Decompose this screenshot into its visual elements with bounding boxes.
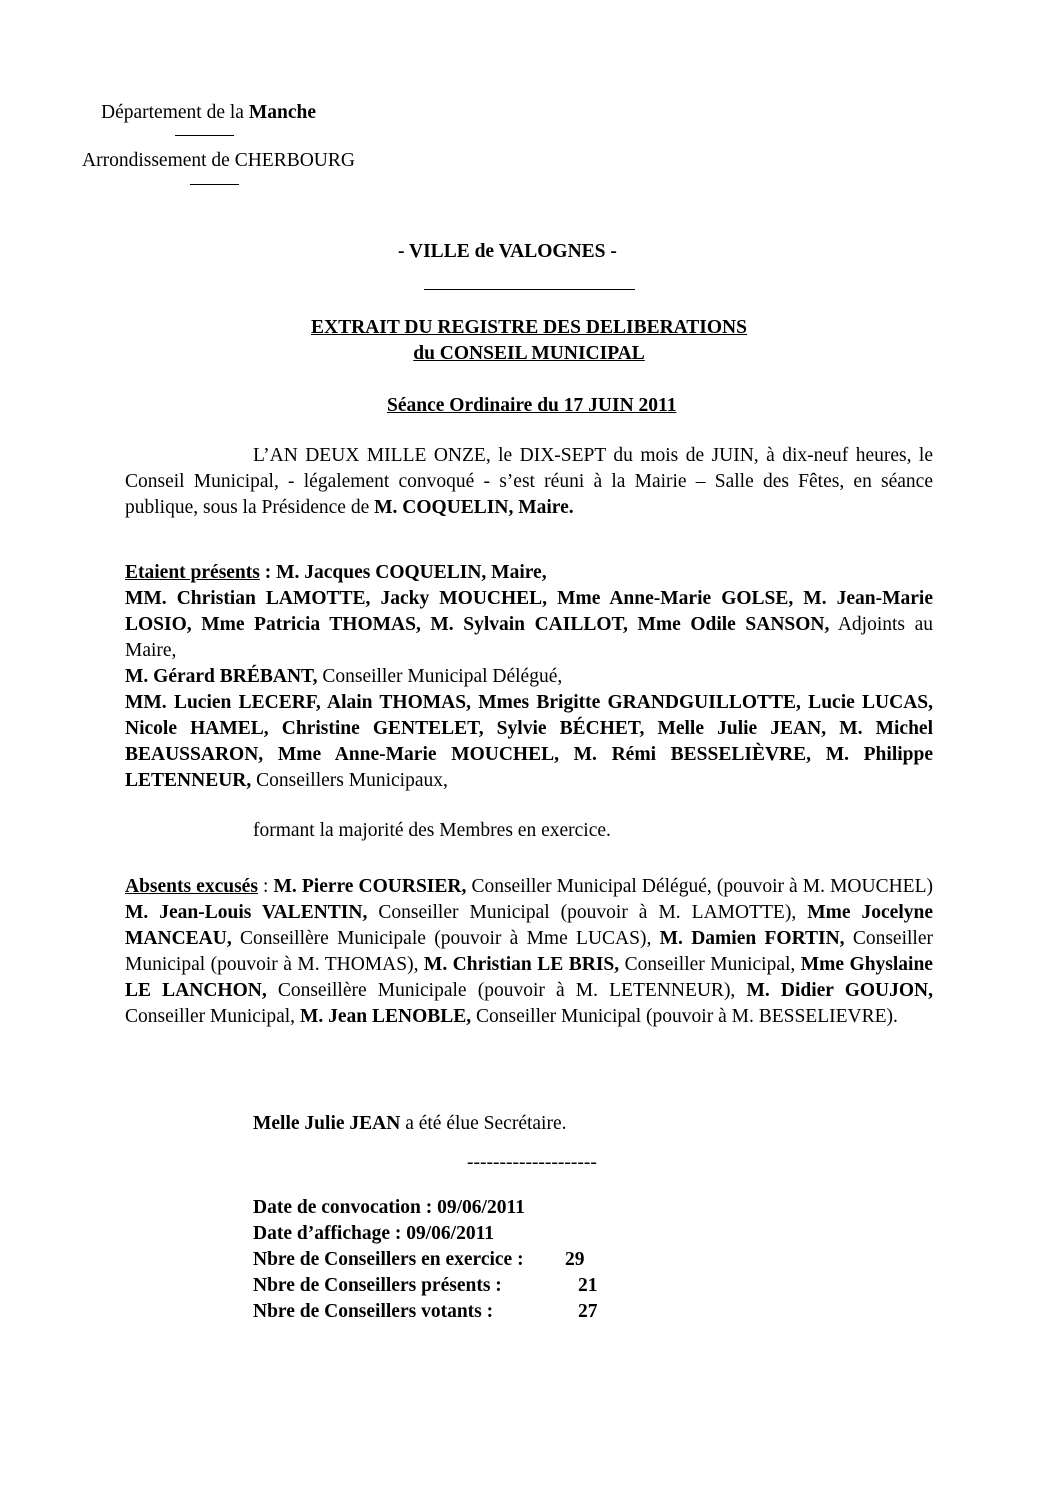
absent-name: M. Didier GOUJON, <box>746 980 934 1001</box>
absent-name: Mme Ghyslaine LE LANCHON, <box>125 954 933 1001</box>
absent-detail: Conseiller Municipal Délégué, (pouvoir à M. MOUCHEL) <box>466 876 933 897</box>
town-title: - VILLE de VALOGNES - <box>398 241 617 262</box>
stat-row-exercice <box>253 1247 585 1273</box>
absent-name: Mme Jocelyne MANCEAU, <box>125 902 933 949</box>
absent-detail: Conseiller Municipal, <box>125 1006 300 1027</box>
secretary-name: Melle Julie JEAN <box>253 1113 401 1134</box>
session-title: Séance Ordinaire du 17 JUIN 2011 <box>387 395 677 416</box>
stat-label: Nbre de Conseillers en exercice : <box>253 1249 524 1270</box>
presents-mayor: : M. Jacques COQUELIN, Maire, <box>259 562 547 583</box>
majority-line: formant la majorité des Membres en exercice. <box>253 820 611 841</box>
presents-line-mayor <box>125 560 933 586</box>
department-prefix: Département de la <box>101 102 249 123</box>
absent-detail: Conseillère Municipale (pouvoir à Mme LUCAS), <box>231 928 660 949</box>
presents-adjoints <box>125 586 933 664</box>
stat-label: Nbre de Conseillers présents : <box>253 1275 502 1296</box>
adjoints-names: MM. Christian LAMOTTE, Jacky MOUCHEL, Mme Anne-Marie GOLSE, M. Jean-Marie LOSIO, Mme Patricia THOMAS, M. Sylvain CAILLOT, Mme Odile SANSON, <box>125 588 933 635</box>
conseillers-role: Conseillers Municipaux, <box>251 770 448 791</box>
register-title-line2: du CONSEIL MUNICIPAL <box>413 343 645 364</box>
absent-name: M. Pierre COURSIER, <box>273 876 467 897</box>
header-rule-1 <box>175 135 234 136</box>
absents-paragraph <box>125 874 933 1030</box>
presents-label: Etaient présents <box>125 562 260 583</box>
stat-row-presents <box>253 1273 598 1299</box>
intro-text: L’AN DEUX MILLE ONZE, le DIX-SEPT du mois de JUIN, à dix-neuf heures, le Conseil Municipal, - légalement convoqué - s’est réuni à la Mairie – Salle des Fêtes, en séance publique, sous la Présidence de <box>125 445 933 518</box>
presents-delegue <box>125 664 933 690</box>
delegue-name: M. Gérard BRÉBANT, <box>125 666 318 687</box>
stat-row-votants <box>253 1299 598 1325</box>
header-rule-2 <box>190 184 239 185</box>
absent-detail: Conseiller Municipal, <box>619 954 801 975</box>
secretary-text: a été élue Secrétaire. <box>400 1113 567 1134</box>
absent-name: M. Jean-Louis VALENTIN, <box>125 902 368 923</box>
absent-detail: Conseiller Municipal (pouvoir à M. THOMAS), <box>125 928 933 975</box>
convocation-date: Date de convocation : 09/06/2011 <box>253 1197 525 1218</box>
stat-label: Nbre de Conseillers votants : <box>253 1301 494 1322</box>
register-title-line1: EXTRAIT DU REGISTRE DES DELIBERATIONS <box>311 317 747 338</box>
absents-colon: : <box>257 876 274 897</box>
delegue-role: Conseiller Municipal Délégué, <box>317 666 563 687</box>
intro-paragraph <box>125 443 933 521</box>
absent-detail: Conseillère Municipale (pouvoir à M. LETENNEUR), <box>266 980 747 1001</box>
absent-name: M. Christian LE BRIS, <box>423 954 620 975</box>
intro-president: M. COQUELIN, Maire. <box>374 497 574 518</box>
adjoints-role: Adjoints au Maire, <box>125 614 933 661</box>
department-line <box>101 100 316 126</box>
separator: -------------------- <box>467 1152 597 1173</box>
arrondissement-line: Arrondissement de CHERBOURG <box>82 150 355 171</box>
secretary-line <box>253 1111 567 1137</box>
absents-label: Absents excusés <box>125 876 258 897</box>
absent-detail: Conseiller Municipal (pouvoir à M. LAMOTTE), <box>367 902 808 923</box>
stat-value: 21 <box>578 1275 598 1296</box>
absent-detail: Conseiller Municipal (pouvoir à M. BESSELIEVRE). <box>471 1006 898 1027</box>
affichage-date: Date d’affichage : 09/06/2011 <box>253 1223 495 1244</box>
stat-value: 27 <box>578 1301 598 1322</box>
conseillers-names: MM. Lucien LECERF, Alain THOMAS, Mmes Brigitte GRANDGUILLOTTE, Lucie LUCAS, Nicole HAMEL, Christine GENTELET, Sylvie BÉCHET, Melle Julie JEAN, M. Michel BEAUSSARON, Mme Anne-Marie MOUCHEL, M. Rémi BESSELIÈVRE, M. Philippe LETENNEUR, <box>125 692 933 791</box>
presents-block <box>125 560 933 794</box>
department-name: Manche <box>248 102 316 123</box>
stat-value: 29 <box>565 1249 585 1270</box>
presents-conseillers <box>125 690 933 794</box>
absent-name: M. Damien FORTIN, <box>659 928 845 949</box>
absent-name: M. Jean LENOBLE, <box>299 1006 472 1027</box>
town-rule <box>424 289 635 290</box>
